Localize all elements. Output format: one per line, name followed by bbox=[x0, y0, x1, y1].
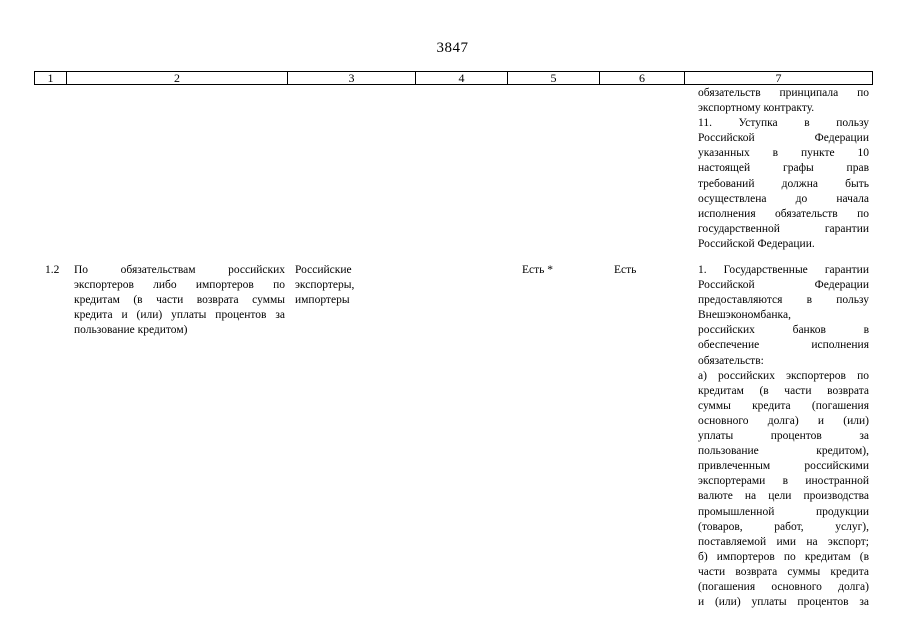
text-line: привлеченным российскими bbox=[698, 460, 869, 473]
text-line: указанных в пункте 10 bbox=[698, 147, 869, 160]
text-line: По обязательствам российских bbox=[74, 264, 285, 276]
text-line: экспортерами в иностранной bbox=[698, 475, 869, 488]
text-line: а) российских экспортеров по bbox=[698, 369, 869, 382]
text-line: исполнения обязательств по bbox=[698, 207, 869, 220]
text-line: осуществлена до начала bbox=[698, 192, 869, 205]
text-line: российских банков в bbox=[698, 324, 869, 337]
text-line: Российской Федерации bbox=[698, 279, 869, 292]
row-col5-value: Есть * bbox=[522, 264, 554, 276]
text-line: обязательств принципала по bbox=[698, 87, 869, 99]
text-line: б) импортеров по кредитам (в bbox=[698, 550, 869, 563]
row-conditions bbox=[698, 263, 869, 610]
header-col-6: 6 bbox=[600, 72, 685, 84]
text-line: обязательств: bbox=[698, 354, 764, 367]
text-line: 1. Государственные гарантии bbox=[698, 264, 869, 276]
text-line: пользование кредитом), bbox=[698, 445, 869, 458]
text-line: предоставляются в пользу bbox=[698, 294, 869, 307]
text-line: (погашения основного долга) bbox=[698, 580, 869, 593]
text-line: экспортному контракту. bbox=[698, 102, 815, 115]
row-col6-value: Есть bbox=[614, 264, 637, 276]
page-number: 3847 bbox=[436, 40, 469, 56]
header-col-7: 7 bbox=[775, 71, 782, 85]
text-line: требований должна быть bbox=[698, 177, 869, 190]
text-line: промышленной продукции bbox=[698, 505, 869, 518]
text-line: Внешэкономбанка, bbox=[698, 309, 791, 322]
row-description bbox=[74, 263, 285, 338]
text-line: пользование кредитом) bbox=[74, 324, 188, 337]
text-line: (товаров, работ, услуг), bbox=[698, 520, 869, 533]
header-col-4: 4 bbox=[416, 72, 508, 84]
text-line: части возврата суммы кредита bbox=[698, 565, 869, 578]
text-line: импортеры bbox=[295, 294, 350, 307]
text-line: экспортеры, bbox=[295, 279, 355, 292]
header-col-1: 1 bbox=[35, 72, 67, 84]
text-line: кредита и (или) уплаты процентов за bbox=[74, 309, 285, 322]
row-number: 1.2 bbox=[45, 264, 60, 276]
text-line: кредитам (в части возврата bbox=[698, 384, 869, 397]
text-line: суммы кредита (погашения bbox=[698, 399, 869, 412]
text-line: кредитам (в части возврата суммы bbox=[74, 294, 285, 307]
text-line: Российские bbox=[295, 264, 352, 276]
text-line: Российской Федерации. bbox=[698, 237, 815, 250]
text-line: основного долга) и (или) bbox=[698, 414, 869, 427]
text-line: поставляемой ими на экспорт; bbox=[698, 535, 869, 548]
header-col-2: 2 bbox=[67, 72, 288, 84]
text-line: настоящей графы прав bbox=[698, 162, 869, 175]
header-col-3: 3 bbox=[288, 72, 416, 84]
text-line: 11. Уступка в пользу bbox=[698, 117, 869, 130]
table-header-row bbox=[34, 71, 873, 85]
text-line: экспортеров либо импортеров по bbox=[74, 279, 285, 292]
text-line: Российской Федерации bbox=[698, 132, 869, 145]
text-line: и (или) уплаты процентов за bbox=[698, 596, 869, 609]
row-principals bbox=[295, 263, 375, 308]
header-col-5: 5 bbox=[508, 72, 600, 84]
continuation-text bbox=[698, 86, 869, 252]
text-line: обеспечение исполнения bbox=[698, 339, 869, 352]
text-line: государственной гарантии bbox=[698, 222, 869, 235]
text-line: валюте на цели производства bbox=[698, 490, 869, 503]
text-line: уплаты процентов за bbox=[698, 430, 869, 443]
